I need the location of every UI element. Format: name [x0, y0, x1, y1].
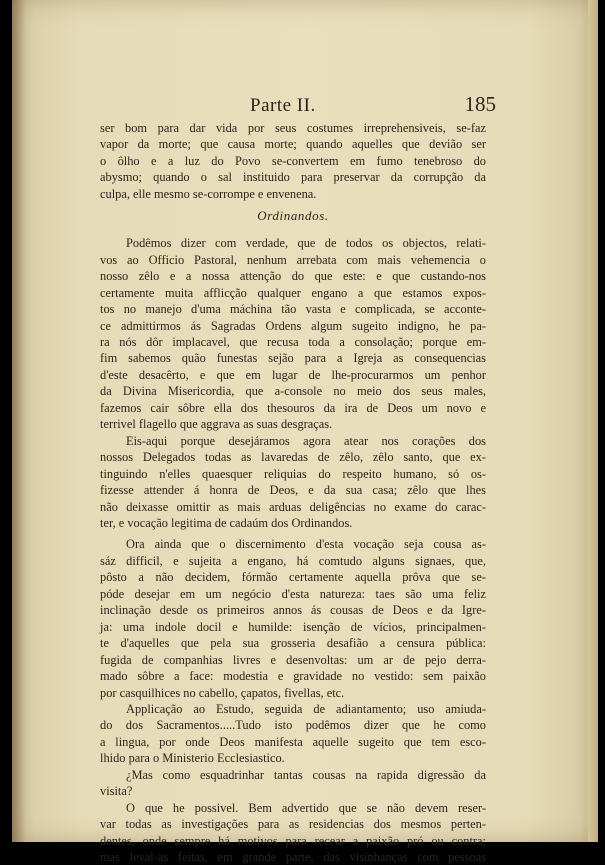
text-line: inclinação desde os primeiros annos ás cousas de Deos e da Igre-	[100, 603, 486, 618]
text-line: ja: uma indole docil e humilde: isenção de vícios, principalmen-	[100, 619, 486, 634]
text-line: do dos Sacramentos.....Tudo isto podêmos dizer que he como	[100, 718, 486, 733]
text-line: ¿Mas como esquadrinhar tantas cousas na rapida digressão da	[126, 767, 486, 782]
text-line: Eis-aqui porque desejáramos agora atear nos corações dos	[126, 433, 486, 448]
text-line: pôsto a não decidem, fórmão certamente aquella prôva que se-	[100, 570, 486, 585]
section-heading: Ordinandos.	[257, 208, 329, 224]
text-line: vos ao Officio Pastoral, nenhum arrebata com mais vehemencia o	[100, 252, 486, 267]
text-line: ter, e vocação legitima de cadaúm dos Ordinandos.	[100, 515, 353, 530]
text-line: Ora ainda que o discernimento d'esta vocação seja cousa as-	[126, 537, 486, 552]
text-line: mado sôbre a face: modestia e gravidade no vestido: sem paixão	[100, 669, 486, 684]
text-line: o ôlho e a luz do Povo se-convertem em fumo tenebroso do	[100, 153, 486, 168]
page-number: 185	[464, 92, 496, 116]
text-line: mas leval-as feitas, em grande parte, das visinhanças com pessoas	[100, 850, 486, 865]
text-line: fizesse attender á honra de Deos, e da sua casa; zêlo que lhes	[100, 483, 486, 498]
text-line: culpa, elle mesmo se-corrompe e envenena.	[100, 186, 317, 201]
text-line: nosso zêlo e a nossa attenção do que este: e que custando-nos	[100, 269, 486, 284]
text-line: da Divina Misericordia, que a-console no meio dos seus males,	[100, 384, 486, 399]
paper-sheet	[12, 0, 598, 865]
text-line: sáz difficil, e sujeita a engano, há comtudo alguns signaes, que,	[100, 553, 486, 568]
text-line: var todas as investigações para as residencias dos mesmos perten-	[100, 817, 486, 832]
text-line: certamente muita afflicção qualquer engano a que estamos expos-	[100, 285, 486, 300]
text-line: tos no manejo d'uma máchina tão vasta e complicada, se acconte-	[100, 302, 486, 317]
text-line: visita?	[100, 784, 133, 799]
text-line: Podêmos dizer com verdade, que de todos os objectos, relati-	[126, 236, 486, 251]
text-line: te d'aquelles que pela sua grosseria desafião a censura pública:	[100, 636, 486, 651]
text-block	[100, 92, 496, 865]
paragraph	[100, 433, 486, 532]
binding-shadow	[12, 0, 26, 842]
part-title: Parte II.	[250, 95, 316, 116]
text-line: dentes, onde sempre há motivos para recear a paixão pró ou contra;	[100, 833, 486, 848]
text-line: ra nós dôr implacavel, que recusa toda a consolação; porque em-	[100, 334, 486, 349]
text-line: lhido para o Ministerio Ecclesiastico.	[100, 751, 285, 766]
paragraph	[100, 235, 486, 432]
text-line: abysmo; quando o sal instituido para preservar da corrupção da	[100, 170, 486, 185]
text-line: por casquilhices no cabello, çapatos, fivellas, etc.	[100, 685, 345, 700]
text-line: fazemos cair sôbre ella dos thesouros da ira de Deos um novo e	[100, 400, 486, 415]
text-line: póde desejar em um negócio d'esta natureza: taes são uma feliz	[100, 586, 486, 601]
page-edge	[588, 0, 598, 842]
text-line: nossos Delegados todas as lavaredas de zêlo, zêlo santo, que ex-	[100, 450, 486, 465]
paragraph	[100, 800, 486, 865]
paragraph	[100, 767, 486, 800]
text-line: terrivel flagello que aggrava as suas desgraças.	[100, 417, 333, 432]
text-line: não deixasse omittir as mais arduas deligências no exame do carac-	[100, 499, 486, 514]
paragraph	[100, 536, 486, 701]
text-line: O que he possivel. Bem advertido que se não devem reser-	[126, 800, 486, 815]
text-line: vapor da morte; que causa morte; quando aquelles que devião ser	[100, 137, 486, 152]
text-line: ser bom para dar vida por seus costumes irreprehensiveis, se-faz	[100, 121, 486, 135]
text-line: fim sabemos quão funestas sejão para a Igreja as consequencias	[100, 351, 486, 366]
running-header	[100, 92, 496, 120]
text-line: tinguindo n'elles quaesquer reliquias do respeito humano, só os-	[100, 466, 486, 481]
text-line: a lingua, por onde Deos manifesta aquelle sugeito que tem esco-	[100, 734, 486, 749]
text-line: ce admittirmos ás Sagradas Ordens algum sugeito indigno, he pa-	[100, 318, 486, 333]
paragraph	[100, 701, 486, 767]
text-line: fugida de companhias livres e desenvoltas: um ar de pejo derra-	[100, 652, 486, 667]
text-line: Applicação ao Estudo, seguida de adiantamento; uso amiuda-	[126, 701, 486, 716]
text-line: d'este desacêrto, e que em lugar de lhe-procurarmos um penhor	[100, 367, 486, 382]
paragraph-continuation	[100, 120, 486, 202]
